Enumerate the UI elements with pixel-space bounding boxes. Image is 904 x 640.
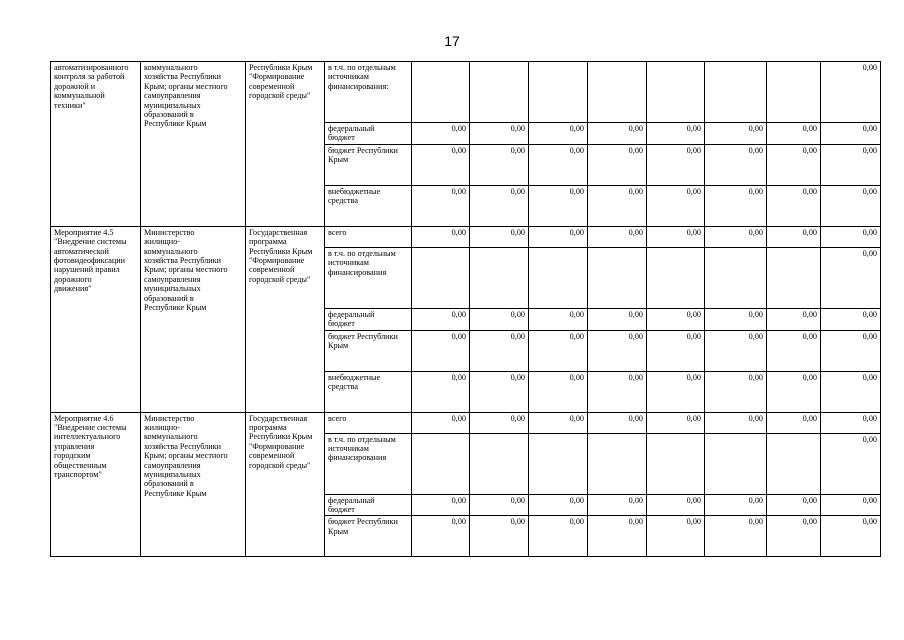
program-cell: Государственная программа Республики Крым "Формирование современной городской среды"	[246, 226, 325, 412]
value-cell: 0,00	[588, 226, 647, 247]
executor-cell: Министерство жилищно- коммунального хозяйства Республики Крым; органы местного самоуправления муниципальных образований в Республике Крым	[141, 226, 246, 412]
source-cell: в т.ч. по отдельным источникам финансирования	[325, 433, 412, 494]
value-cell: 0,00	[647, 185, 705, 226]
value-cell: 0,00	[470, 308, 529, 330]
value-cell: 0,00	[529, 308, 588, 330]
value-cell: 0,00	[529, 371, 588, 412]
value-cell	[588, 62, 647, 123]
source-cell: федеральный бюджет	[325, 308, 412, 330]
value-cell: 0,00	[412, 144, 470, 185]
value-cell: 0,00	[529, 144, 588, 185]
activity-cell: Мероприятие 4.5 "Внедрение системы автоматической фотовидеофиксации нарушений правил дорожного движения"	[51, 226, 141, 412]
value-cell: 0,00	[647, 371, 705, 412]
value-cell: 0,00	[705, 516, 767, 557]
source-cell: федеральный бюджет	[325, 494, 412, 516]
source-cell: бюджет Республики Крым	[325, 330, 412, 371]
value-cell: 0,00	[588, 412, 647, 433]
value-cell: 0,00	[588, 123, 647, 145]
value-cell: 0,00	[821, 226, 881, 247]
value-cell: 0,00	[647, 308, 705, 330]
value-cell: 0,00	[705, 144, 767, 185]
value-cell: 0,00	[821, 494, 881, 516]
value-cell: 0,00	[412, 185, 470, 226]
value-cell: 0,00	[470, 123, 529, 145]
value-cell: 0,00	[821, 247, 881, 308]
value-cell: 0,00	[470, 185, 529, 226]
value-cell: 0,00	[529, 516, 588, 557]
table-row	[51, 226, 881, 247]
value-cell: 0,00	[470, 412, 529, 433]
value-cell	[705, 62, 767, 123]
value-cell: 0,00	[529, 330, 588, 371]
value-cell: 0,00	[821, 62, 881, 123]
activity-cell: Мероприятие 4.6 "Внедрение системы интеллектуального управления городским общественным транспортом"	[51, 412, 141, 557]
value-cell: 0,00	[588, 494, 647, 516]
value-cell: 0,00	[412, 371, 470, 412]
value-cell: 0,00	[470, 226, 529, 247]
value-cell	[767, 62, 821, 123]
value-cell: 0,00	[705, 123, 767, 145]
value-cell	[412, 62, 470, 123]
value-cell: 0,00	[767, 144, 821, 185]
value-cell: 0,00	[705, 371, 767, 412]
value-cell	[470, 247, 529, 308]
value-cell: 0,00	[529, 494, 588, 516]
source-cell: всего	[325, 412, 412, 433]
value-cell: 0,00	[705, 412, 767, 433]
source-cell: в т.ч. по отдельным источникам финансирования:	[325, 62, 412, 123]
value-cell: 0,00	[470, 494, 529, 516]
value-cell: 0,00	[821, 330, 881, 371]
value-cell: 0,00	[821, 308, 881, 330]
value-cell: 0,00	[588, 330, 647, 371]
value-cell: 0,00	[767, 185, 821, 226]
value-cell	[529, 62, 588, 123]
value-cell: 0,00	[588, 516, 647, 557]
value-cell: 0,00	[588, 371, 647, 412]
value-cell: 0,00	[647, 516, 705, 557]
value-cell: 0,00	[821, 371, 881, 412]
value-cell: 0,00	[647, 123, 705, 145]
page-number: 17	[444, 33, 460, 49]
value-cell: 0,00	[647, 412, 705, 433]
value-cell: 0,00	[412, 494, 470, 516]
value-cell: 0,00	[529, 185, 588, 226]
value-cell: 0,00	[705, 330, 767, 371]
value-cell: 0,00	[647, 330, 705, 371]
table-row	[51, 412, 881, 433]
table-row	[51, 62, 881, 123]
value-cell: 0,00	[647, 144, 705, 185]
executor-cell: коммунального хозяйства Республики Крым; органы местного самоуправления муниципальных образований в Республике Крым	[141, 62, 246, 227]
value-cell: 0,00	[705, 185, 767, 226]
value-cell: 0,00	[529, 226, 588, 247]
value-cell: 0,00	[412, 123, 470, 145]
value-cell: 0,00	[588, 185, 647, 226]
value-cell: 0,00	[821, 412, 881, 433]
value-cell: 0,00	[821, 144, 881, 185]
source-cell: в т.ч. по отдельным источникам финансирования	[325, 247, 412, 308]
value-cell: 0,00	[767, 371, 821, 412]
value-cell: 0,00	[821, 123, 881, 145]
value-cell: 0,00	[767, 123, 821, 145]
value-cell: 0,00	[821, 516, 881, 557]
value-cell	[529, 433, 588, 494]
executor-cell: Министерство жилищно- коммунального хозяйства Республики Крым; органы местного самоуправления муниципальных образований в Республике Крым	[141, 412, 246, 557]
value-cell: 0,00	[705, 308, 767, 330]
value-cell: 0,00	[470, 144, 529, 185]
value-cell: 0,00	[767, 226, 821, 247]
value-cell: 0,00	[647, 494, 705, 516]
value-cell: 0,00	[412, 516, 470, 557]
program-cell: Государственная программа Республики Крым "Формирование современной городской среды"	[246, 412, 325, 557]
program-cell: Республики Крым "Формирование современной городской среды"	[246, 62, 325, 227]
value-cell	[588, 433, 647, 494]
value-cell	[412, 247, 470, 308]
value-cell: 0,00	[412, 330, 470, 371]
value-cell: 0,00	[767, 308, 821, 330]
value-cell	[470, 62, 529, 123]
value-cell: 0,00	[705, 494, 767, 516]
value-cell: 0,00	[588, 144, 647, 185]
source-cell: всего	[325, 226, 412, 247]
value-cell: 0,00	[821, 433, 881, 494]
value-cell: 0,00	[767, 412, 821, 433]
value-cell: 0,00	[767, 516, 821, 557]
value-cell: 0,00	[412, 226, 470, 247]
value-cell: 0,00	[821, 185, 881, 226]
source-cell: федеральный бюджет	[325, 123, 412, 145]
value-cell	[767, 247, 821, 308]
value-cell	[647, 433, 705, 494]
value-cell: 0,00	[767, 494, 821, 516]
value-cell	[412, 433, 470, 494]
value-cell	[705, 433, 767, 494]
value-cell	[588, 247, 647, 308]
value-cell: 0,00	[470, 330, 529, 371]
source-cell: внебюджетные средства	[325, 185, 412, 226]
value-cell: 0,00	[588, 308, 647, 330]
value-cell: 0,00	[529, 412, 588, 433]
value-cell: 0,00	[529, 123, 588, 145]
value-cell: 0,00	[412, 412, 470, 433]
source-cell: бюджет Республики Крым	[325, 516, 412, 557]
value-cell	[470, 433, 529, 494]
value-cell: 0,00	[470, 516, 529, 557]
activity-cell: автоматизированного контроля за работой дорожной и коммунальной техники"	[51, 62, 141, 227]
value-cell: 0,00	[412, 308, 470, 330]
value-cell: 0,00	[767, 330, 821, 371]
source-cell: внебюджетные средства	[325, 371, 412, 412]
value-cell	[705, 247, 767, 308]
source-cell: бюджет Республики Крым	[325, 144, 412, 185]
value-cell: 0,00	[470, 371, 529, 412]
financing-table	[50, 61, 881, 557]
value-cell	[767, 433, 821, 494]
value-cell: 0,00	[705, 226, 767, 247]
value-cell	[647, 62, 705, 123]
value-cell: 0,00	[647, 226, 705, 247]
value-cell	[529, 247, 588, 308]
value-cell	[647, 247, 705, 308]
